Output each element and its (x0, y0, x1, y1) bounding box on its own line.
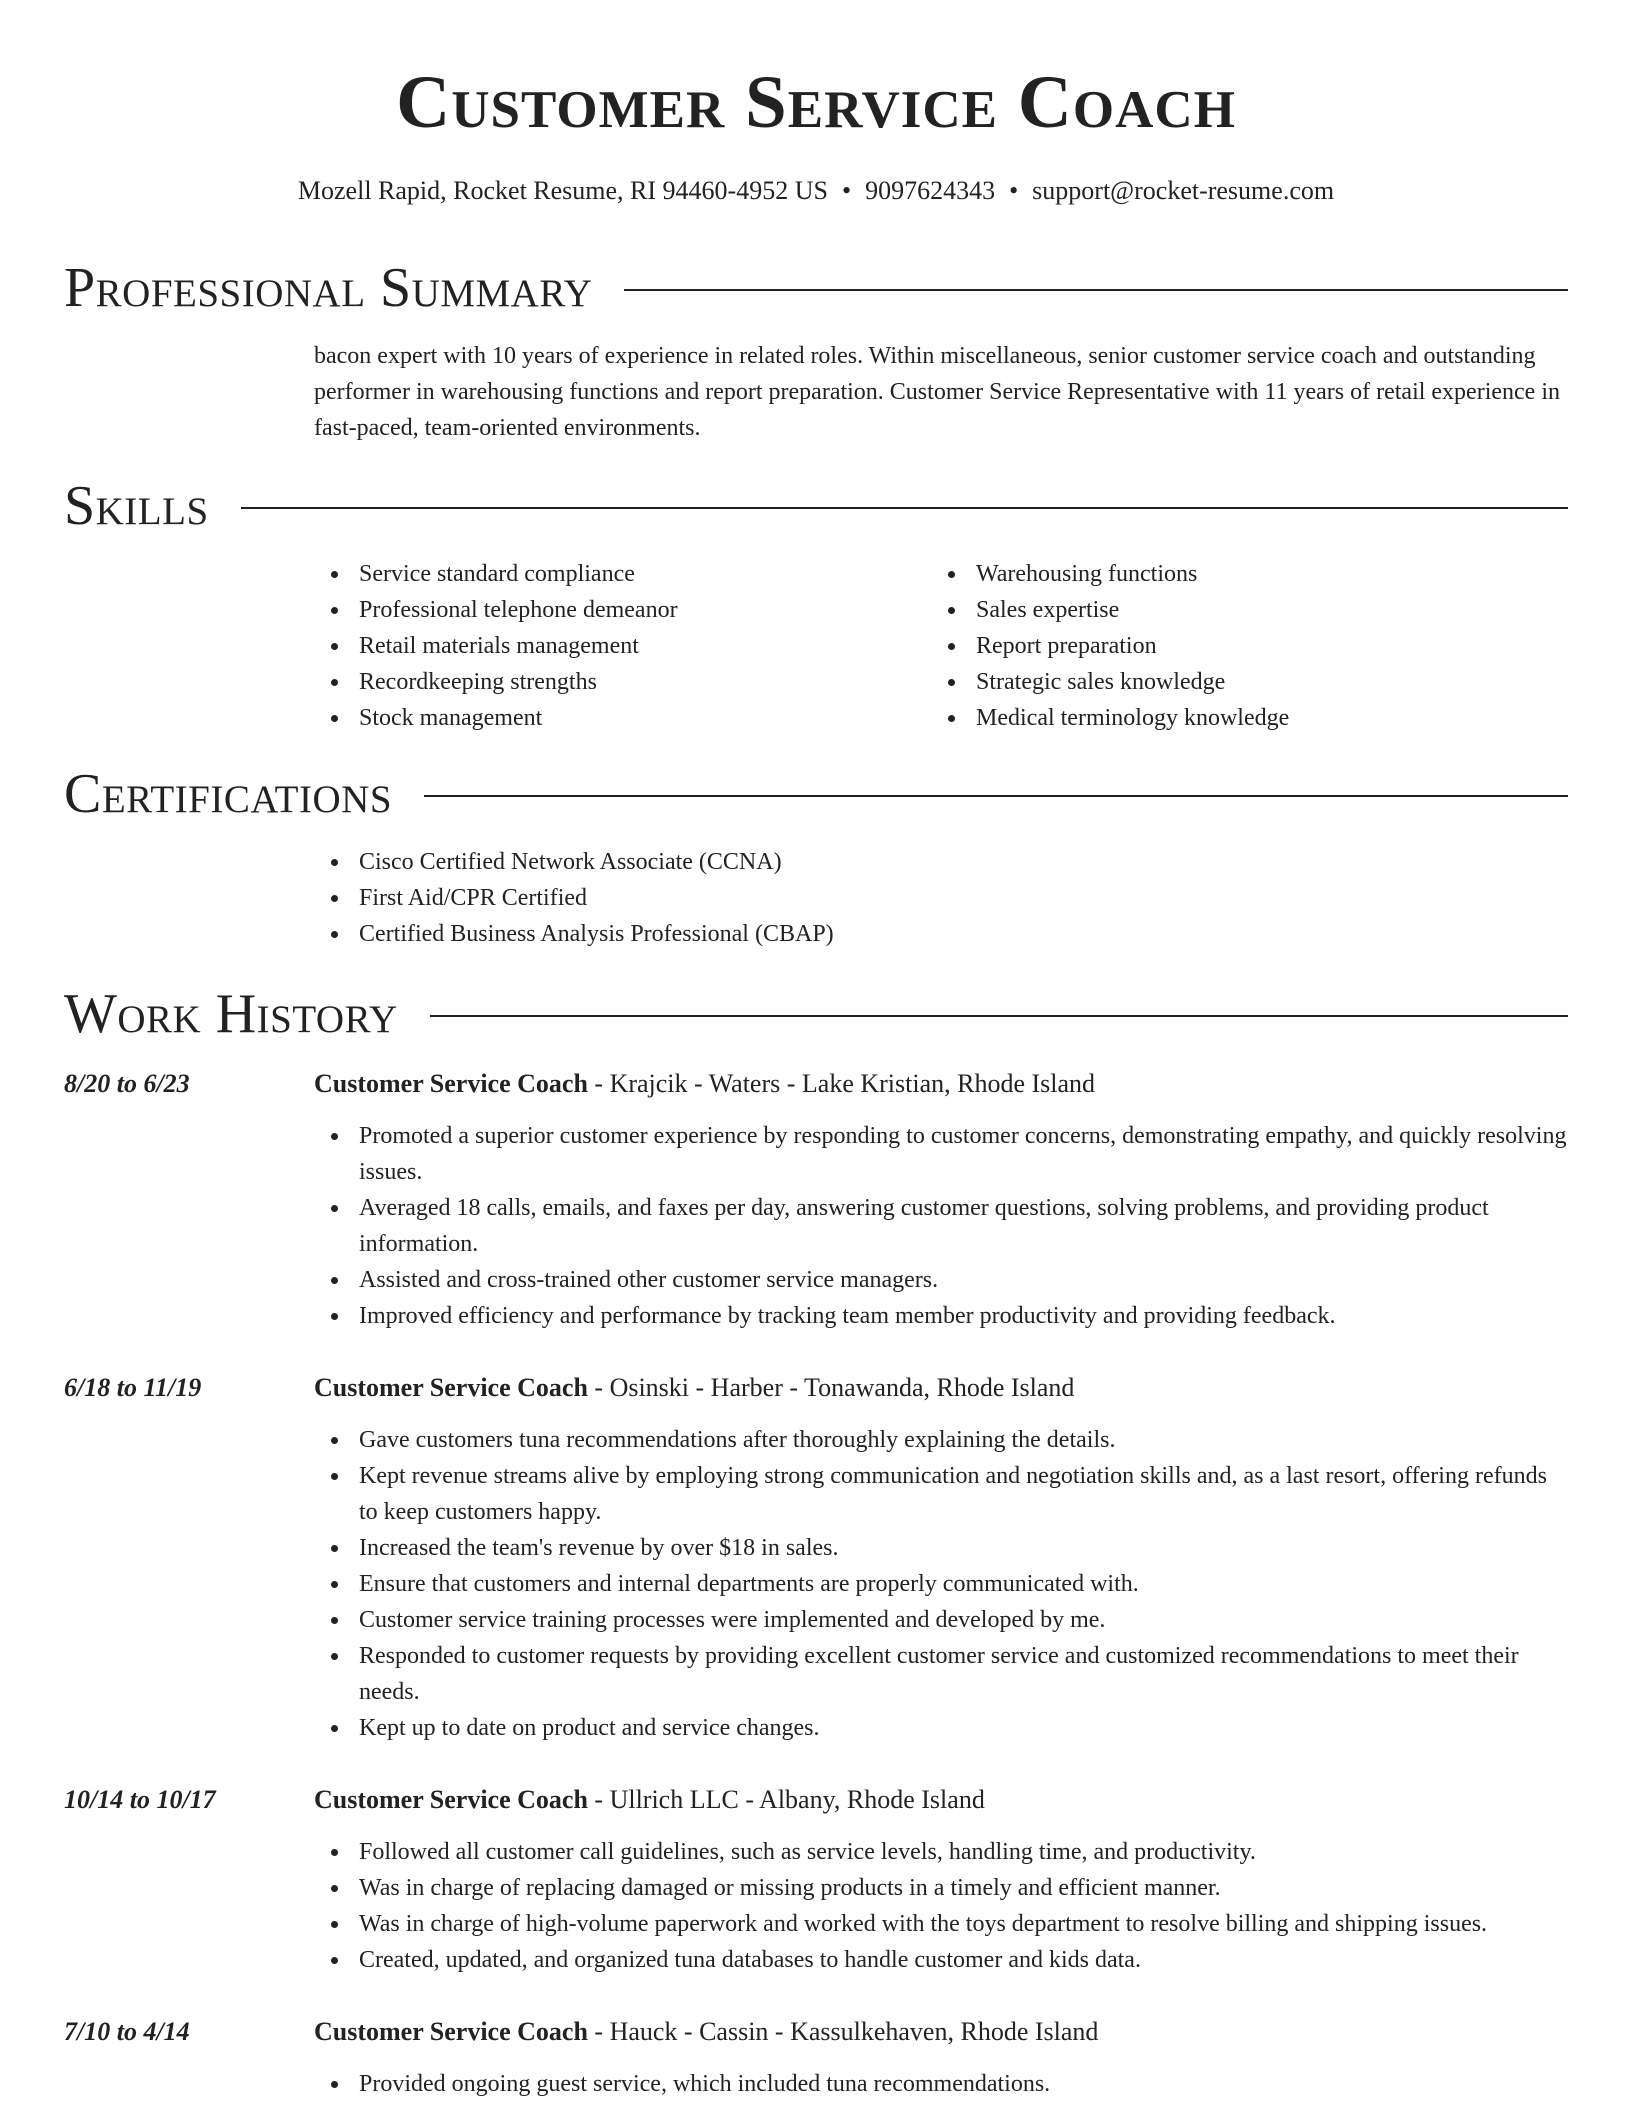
section-divider (624, 289, 1568, 291)
section-divider (424, 795, 1568, 797)
job-dates: 7/10 to 4/14 (64, 2017, 190, 2046)
skill-item: Professional telephone demeanor (314, 592, 931, 628)
section-title-summary: Professional Summary (64, 257, 593, 319)
certification-item: Certified Business Analysis Professional (CBAP) (314, 916, 1568, 952)
job-bullet: Was in charge of replacing damaged or missing products in a timely and efficient manner. (314, 1870, 1568, 1906)
job-bullets (314, 1118, 1568, 1334)
section-title-work-history: Work History (64, 983, 398, 1045)
job-bullet: Was in charge of high-volume paperwork and worked with the toys department to resolve billing and shipping issues. (314, 1906, 1568, 1942)
job-entry (64, 1066, 1568, 1334)
contact-separator: • (1009, 176, 1019, 205)
job-bullet: Followed all customer call guidelines, such as service levels, handling time, and productivity. (314, 1834, 1568, 1870)
job-dates: 6/18 to 11/19 (64, 1373, 202, 1402)
job-title-line (314, 2014, 1568, 2050)
job-employer: - Hauck - Cassin - Kassulkehaven, Rhode Island (587, 2017, 1099, 2046)
skills-column-left (314, 556, 931, 736)
skill-item: Report preparation (931, 628, 1548, 664)
job-employer: - Ullrich LLC - Albany, Rhode Island (587, 1785, 985, 1814)
skill-item: Retail materials management (314, 628, 931, 664)
resume-name: Customer Service Coach (396, 61, 1236, 144)
skill-item: Sales expertise (931, 592, 1548, 628)
job-dates: 8/20 to 6/23 (64, 1069, 190, 1098)
job-bullet: Gave customers tuna recommendations after thoroughly explaining the details. (314, 1422, 1568, 1458)
job-bullet: Increased the team's revenue by over $18 in sales. (314, 1530, 1568, 1566)
job-title: Customer Service Coach (314, 1373, 588, 1402)
job-bullet: Kept up to date on product and service changes. (314, 1710, 1568, 1746)
job-bullet: Kept revenue streams alive by employing strong communication and negotiation skills and, as a last resort, offering refunds to keep customers happy. (314, 1458, 1568, 1530)
job-title-line (314, 1370, 1568, 1406)
section-header-skills (64, 474, 1568, 538)
certification-item: Cisco Certified Network Associate (CCNA) (314, 844, 1568, 880)
job-title: Customer Service Coach (314, 1785, 588, 1814)
certifications-list (314, 844, 1568, 952)
summary-text: bacon expert with 10 years of experience in related roles. Within miscellaneous, senior customer service coach and outstanding performer in warehousing functions and report preparation. Customer Service Representative with 11 years of retail experience in fast-paced, team-oriented environments. (314, 343, 1560, 441)
job-bullet: Responded to customer requests by providing excellent customer service and customized recommendations to meet their needs. (314, 1638, 1568, 1710)
job-employer: - Osinski - Harber - Tonawanda, Rhode Island (587, 1373, 1075, 1402)
section-title-skills: Skills (64, 475, 209, 537)
job-bullet: Averaged 18 calls, emails, and faxes per day, answering customer questions, solving problems, and providing product information. (314, 1190, 1568, 1262)
job-bullets (314, 1422, 1568, 1746)
skill-item: Strategic sales knowledge (931, 664, 1548, 700)
job-bullets (314, 1834, 1568, 1978)
job-employer: - Krajcik - Waters - Lake Kristian, Rhode Island (587, 1069, 1096, 1098)
contact-email: support@rocket-resume.com (1032, 176, 1335, 205)
job-bullet: Assisted and cross-trained other customer service managers. (314, 1262, 1568, 1298)
job-bullet: Created, updated, and organized tuna databases to handle customer and kids data. (314, 1942, 1568, 1978)
skill-item: Stock management (314, 700, 931, 736)
job-title-line (314, 1782, 1568, 1818)
contact-line (0, 174, 1632, 208)
job-bullet: Provided ongoing guest service, which included tuna recommendations. (314, 2066, 1568, 2102)
job-title: Customer Service Coach (314, 2017, 588, 2046)
section-header-work-history (64, 982, 1568, 1046)
certification-item: First Aid/CPR Certified (314, 880, 1568, 916)
job-bullet: Promoted a superior customer experience by responding to customer concerns, demonstrating empathy, and quickly resolving issues. (314, 1118, 1568, 1190)
job-bullet: Ensure that customers and internal departments are properly communicated with. (314, 1566, 1568, 1602)
contact-separator: • (841, 176, 852, 205)
skills-column-right (931, 556, 1548, 736)
section-title-certifications: Certifications (64, 763, 393, 825)
contact-phone: 9097624343 (865, 176, 996, 205)
job-bullet: Improved efficiency and performance by tracking team member productivity and providing feedback. (314, 1298, 1568, 1334)
skill-item: Warehousing functions (931, 556, 1548, 592)
skill-item: Medical terminology knowledge (931, 700, 1548, 736)
job-bullet: Customer service training processes were implemented and developed by me. (314, 1602, 1568, 1638)
job-title: Customer Service Coach (314, 1069, 588, 1098)
section-header-summary (64, 256, 1568, 320)
job-dates: 10/14 to 10/17 (64, 1785, 216, 1814)
section-divider (241, 507, 1568, 509)
skills-list (314, 556, 1568, 736)
job-entry (64, 2014, 1568, 2102)
skill-item: Recordkeeping strengths (314, 664, 931, 700)
job-entry (64, 1370, 1568, 1746)
job-title-line (314, 1066, 1568, 1102)
section-divider (430, 1015, 1568, 1017)
job-entry (64, 1782, 1568, 1978)
job-bullets (314, 2066, 1568, 2102)
contact-address: Mozell Rapid, Rocket Resume, RI 94460-4952 US (297, 176, 828, 205)
skill-item: Service standard compliance (314, 556, 931, 592)
section-header-certifications (64, 762, 1568, 826)
